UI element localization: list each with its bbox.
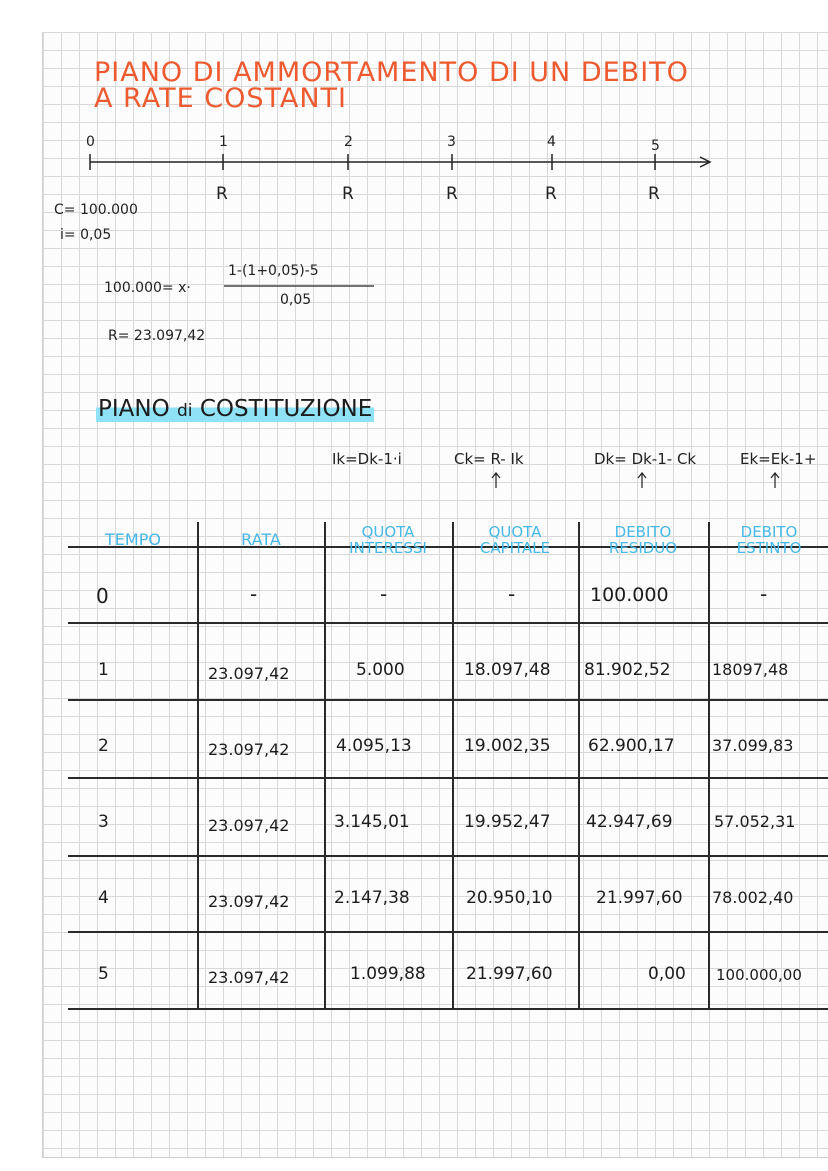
table-row-4-interessi: 2.147,38 xyxy=(334,888,410,908)
table-row-3-estinto: 57.052,31 xyxy=(714,812,796,831)
row-rule-2 xyxy=(68,777,828,779)
table-row-5-rata: 23.097,42 xyxy=(208,968,290,987)
table-row-2-rata: 23.097,42 xyxy=(208,740,290,759)
tick-label-3: 3 xyxy=(447,134,456,150)
header-quota-capitale-line2: CAPITALE xyxy=(479,539,551,557)
formula-arrows xyxy=(480,470,800,490)
page-title-line2: A RATE COSTANTI xyxy=(94,83,347,114)
table-row-1-interessi: 5.000 xyxy=(356,660,405,680)
fraction-bar xyxy=(224,284,376,288)
table-row-4-estinto: 78.002,40 xyxy=(712,888,794,907)
header-debito-estinto-line1: DEBITO xyxy=(740,523,798,541)
formula-extinct: Ek=Ek-1+ xyxy=(740,450,817,468)
section-title-part2: di xyxy=(177,401,193,421)
table-row-2-interessi: 4.095,13 xyxy=(336,736,412,756)
header-rata xyxy=(200,532,322,548)
table-row-4-tempo: 4 xyxy=(98,888,109,908)
capital-value: C= 100.000 xyxy=(54,202,138,218)
formula-result: R= 23.097,42 xyxy=(108,328,206,344)
col-rule-2 xyxy=(324,522,326,1008)
timeline xyxy=(80,140,720,210)
table-row-0-tempo: 0 xyxy=(96,584,109,608)
header-quota-capitale-line1: QUOTA xyxy=(488,523,542,541)
formula-lhs: 100.000= x· xyxy=(104,280,191,296)
table-row-0-interessi: - xyxy=(380,582,388,606)
section-title xyxy=(96,396,374,422)
table-row-2-tempo: 2 xyxy=(98,736,109,756)
table-row-0-residuo: 100.000 xyxy=(590,584,669,606)
interest-rate-value: i= 0,05 xyxy=(60,227,112,243)
row-rule-4 xyxy=(68,931,828,933)
payment-mark-4: R xyxy=(545,184,557,204)
table-row-5-residuo: 0,00 xyxy=(648,964,686,984)
formula-numerator: 1-(1+0,05)-5 xyxy=(228,263,319,279)
formula-capital: Ck= R- Ik xyxy=(454,450,524,468)
table-row-1-tempo: 1 xyxy=(98,660,109,680)
table-row-2-estinto: 37.099,83 xyxy=(712,736,794,755)
col-rule-4 xyxy=(578,522,580,1008)
tick-label-5: 5 xyxy=(651,138,660,154)
table-row-4-capitale: 20.950,10 xyxy=(466,888,553,908)
table-row-4-residuo: 21.997,60 xyxy=(596,888,683,908)
header-tempo xyxy=(78,532,188,548)
table-row-5-capitale: 21.997,60 xyxy=(466,964,553,984)
tick-label-0: 0 xyxy=(86,134,95,150)
table-row-5-tempo: 5 xyxy=(98,964,109,984)
header-debito-estinto-line2: ESTINTO xyxy=(736,539,802,557)
table-row-5-interessi: 1.099,88 xyxy=(350,964,426,984)
header-rata-line1: RATA xyxy=(241,530,281,549)
tick-label-4: 4 xyxy=(547,134,556,150)
payment-mark-2: R xyxy=(342,184,354,204)
payment-mark-3: R xyxy=(446,184,458,204)
table-row-1-capitale: 18.097,48 xyxy=(464,660,551,680)
table-row-1-residuo: 81.902,52 xyxy=(584,660,671,680)
col-rule-3 xyxy=(452,522,454,1008)
table-row-0-capitale: - xyxy=(508,582,516,606)
header-tempo-line1: TEMPO xyxy=(105,530,161,549)
table-row-3-tempo: 3 xyxy=(98,812,109,832)
col-rule-1 xyxy=(197,522,199,1008)
formula-denominator: 0,05 xyxy=(280,292,312,308)
header-debito-residuo xyxy=(580,524,706,556)
tick-label-2: 2 xyxy=(344,134,353,150)
payment-mark-1: R xyxy=(216,184,228,204)
table-row-0-estinto: - xyxy=(760,582,768,606)
table-row-2-residuo: 62.900,17 xyxy=(588,736,675,756)
header-debito-residuo-line2: RESIDUO xyxy=(608,539,678,557)
row-rule-3 xyxy=(68,855,828,857)
header-debito-estinto xyxy=(710,524,828,556)
section-title-part3: COSTITUZIONE xyxy=(192,396,373,422)
table-row-3-residuo: 42.947,69 xyxy=(586,812,673,832)
table-row-1-estinto: 18097,48 xyxy=(712,660,789,679)
row-rule-1 xyxy=(68,699,828,701)
table-row-0-rata: - xyxy=(250,582,258,606)
table-row-4-rata: 23.097,42 xyxy=(208,892,290,911)
header-quota-capitale xyxy=(454,524,576,556)
header-quota-interessi xyxy=(326,524,450,556)
page-title-line1: PIANO DI AMMORTAMENTO DI UN DEBITO xyxy=(94,57,689,88)
header-quota-interessi-line2: INTERESSI xyxy=(349,539,427,557)
payment-mark-5: R xyxy=(648,184,660,204)
row-rule-0 xyxy=(68,622,828,624)
col-rule-5 xyxy=(708,522,710,1008)
formula-interest: Ik=Dk-1·i xyxy=(332,450,402,468)
header-quota-interessi-line1: QUOTA xyxy=(361,523,415,541)
section-title-part1: PIANO xyxy=(98,396,178,422)
table-row-3-interessi: 3.145,01 xyxy=(334,812,410,832)
table-row-2-capitale: 19.002,35 xyxy=(464,736,551,756)
header-debito-residuo-line1: DEBITO xyxy=(614,523,672,541)
table-row-1-rata: 23.097,42 xyxy=(208,664,290,683)
table-row-3-capitale: 19.952,47 xyxy=(464,812,551,832)
table-row-3-rata: 23.097,42 xyxy=(208,816,290,835)
tick-label-1: 1 xyxy=(219,134,228,150)
formula-residual: Dk= Dk-1- Ck xyxy=(594,450,697,468)
row-rule-5 xyxy=(68,1008,828,1010)
table-row-5-estinto: 100.000,00 xyxy=(716,966,802,984)
